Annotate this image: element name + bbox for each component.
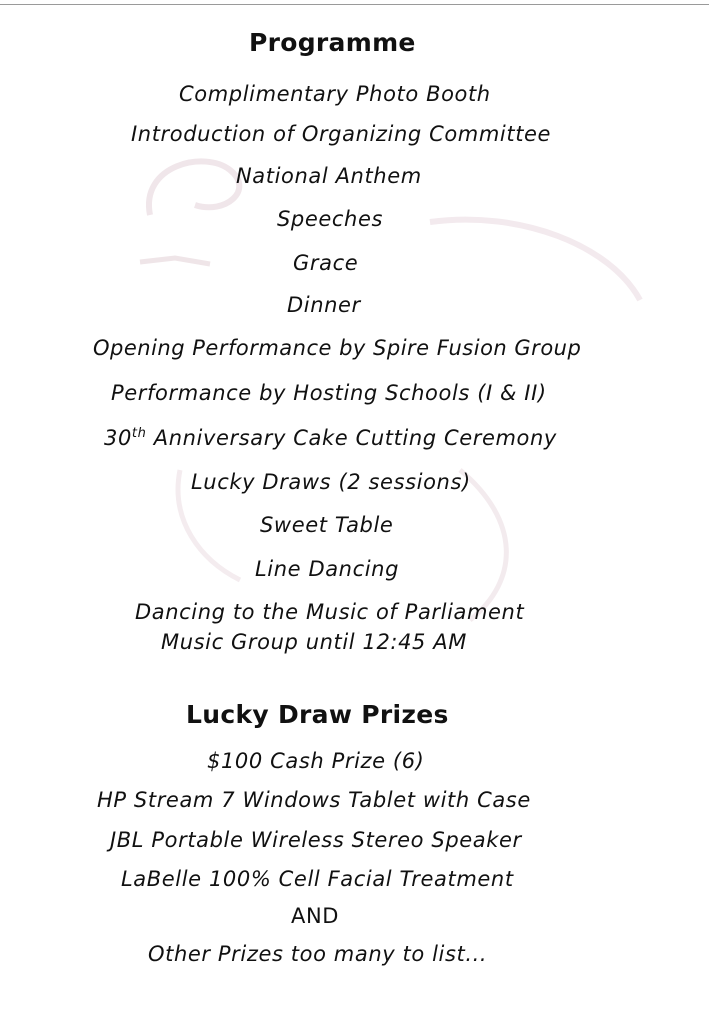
prize-item: $100 Cash Prize (6) xyxy=(207,749,425,773)
finale-line: Dancing to the Music of Parliament xyxy=(135,600,525,624)
programme-item: Sweet Table xyxy=(260,513,394,537)
anniversary-suffix: th xyxy=(131,426,147,441)
anniversary-rest: Anniversary Cake Cutting Ceremony xyxy=(146,426,557,450)
programme-item: Grace xyxy=(293,251,359,275)
programme-item: Dinner xyxy=(287,293,361,317)
programme-item: Lucky Draws (2 sessions) xyxy=(191,470,471,494)
programme-item: Performance by Hosting Schools (I & II) xyxy=(111,381,547,405)
programme-item: Speeches xyxy=(277,207,384,231)
anniversary-line xyxy=(104,428,557,449)
programme-item: Opening Performance by Spire Fusion Group xyxy=(93,336,582,360)
prize-item: HP Stream 7 Windows Tablet with Case xyxy=(97,788,531,812)
programme-item: Line Dancing xyxy=(255,557,400,581)
prize-item: JBL Portable Wireless Stereo Speaker xyxy=(110,828,522,852)
prize-item: Other Prizes too many to list... xyxy=(148,942,488,966)
programme-item: Introduction of Organizing Committee xyxy=(131,122,552,146)
top-edge-rule xyxy=(0,4,709,5)
lucky-draw-heading: Lucky Draw Prizes xyxy=(186,700,449,729)
finale-line: Music Group until 12:45 AM xyxy=(161,630,467,654)
programme-item: Complimentary Photo Booth xyxy=(179,82,491,106)
programme-heading: Programme xyxy=(249,28,416,57)
prize-conjunction: AND xyxy=(291,904,340,928)
prize-item: LaBelle 100% Cell Facial Treatment xyxy=(121,867,514,891)
anniversary-number: 30 xyxy=(104,426,132,450)
programme-item: National Anthem xyxy=(236,164,422,188)
